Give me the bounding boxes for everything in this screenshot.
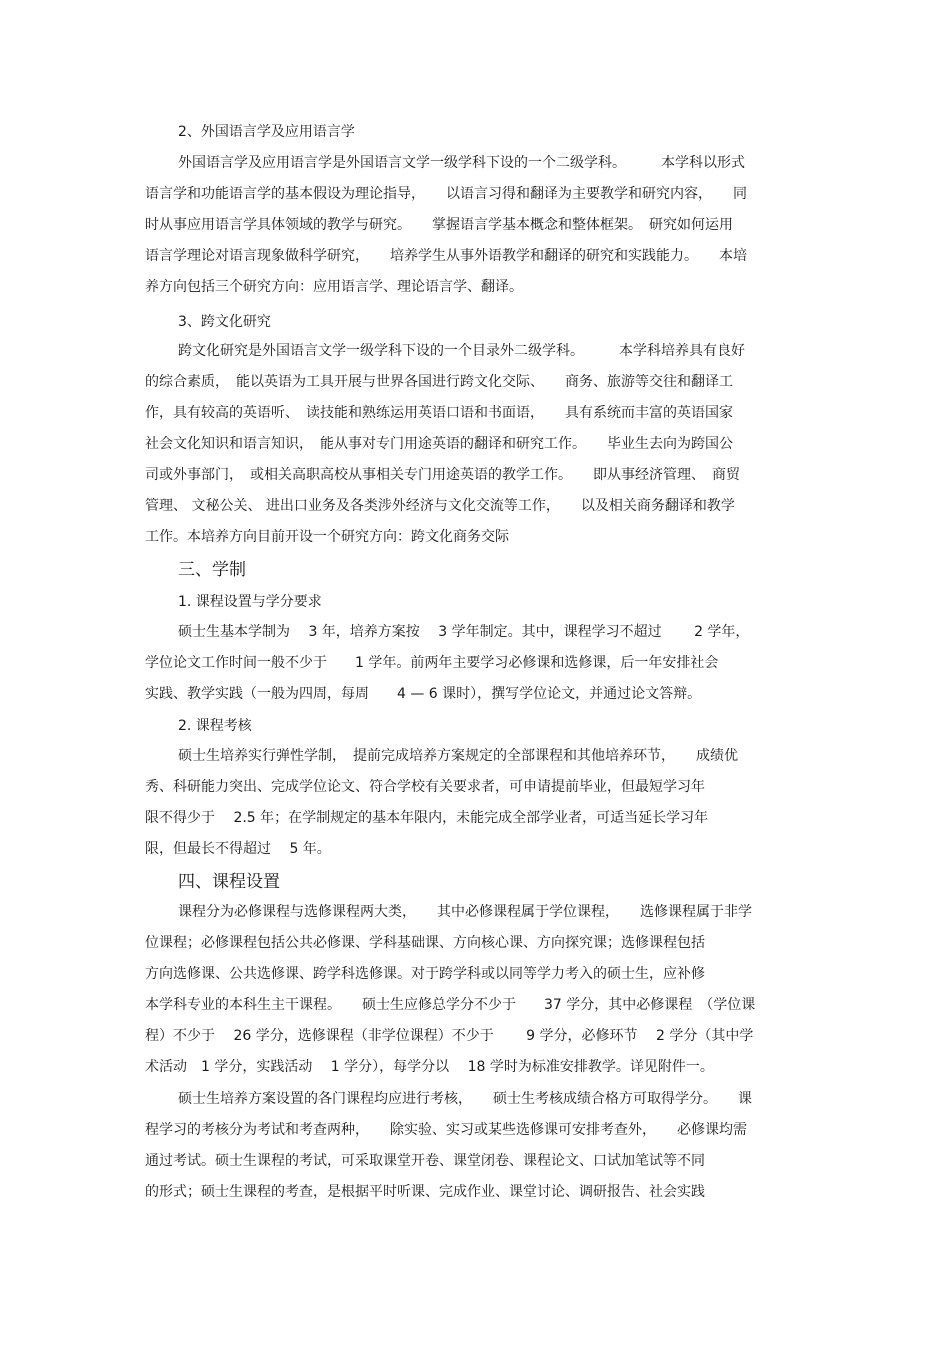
paragraph-line: 语言学理论对语言现象做科学研究， 培养学生从事外语教学和翻译的研究和实践能力。 本培	[145, 248, 747, 264]
paragraph-line: 跨文化研究是外国语言文学一级学科下设的一个目录外二级学科。 本学科培养具有良好	[178, 343, 745, 359]
paragraph-line: 作，具有较高的英语听、 读技能和熟练运用英语口语和书面语， 具有系统而丰富的英语国家	[145, 405, 733, 421]
paragraph-line: 本学科专业的本科生主干课程。 硕士生应修总学分不少于 37 学分，其中必修课程 （学位课	[145, 997, 756, 1013]
paragraph-line: 限不得少于 2.5 年；在学制规定的基本年限内，未能完成全部学业者，可适当延长学习年	[145, 810, 709, 826]
paragraph-line: 管理、 文秘公关、 进出口业务及各类涉外经济与文化交流等工作， 以及相关商务翻译和教学	[145, 498, 735, 514]
paragraph-line: 秀、科研能力突出、完成学位论文、符合学校有关要求者，可申请提前毕业，但最短学习年	[145, 779, 705, 795]
paragraph-line: 司或外事部门， 或相关高职高校从事相关专门用途英语的教学工作。 即从事经济管理、 商贸	[145, 467, 740, 483]
paragraph-line: 学位论文工作时间一般不少于 1 学年。前两年主要学习必修课和选修课，后一年安排社会	[145, 655, 719, 671]
paragraph-line: 课程分为必修课程与选修课程两大类， 其中必修课程属于学位课程， 选修课程属于非学	[178, 904, 752, 920]
subheading-assessment: 2. 课程考核	[178, 718, 252, 734]
paragraph-line: 时从事应用语言学具体领域的教学与研究。 掌握语言学基本概念和整体框架。 研究如何运用	[145, 217, 733, 233]
paragraph-line: 程）不少于 26 学分，选修课程（非学位课程）不少于 9 学分，必修环节 2 学分（其中学	[145, 1028, 754, 1044]
paragraph-line: 硕士生基本学制为 3 年，培养方案按 3 学年制定。其中，课程学习不超过 2 学年，	[178, 624, 750, 640]
paragraph-line: 养方向包括三个研究方向：应用语言学、理论语言学、翻译。	[145, 279, 523, 295]
paragraph-line: 限，但最长不得超过 5 年。	[145, 841, 331, 857]
paragraph-line: 的形式；硕士生课程的考查，是根据平时听课、完成作业、课堂讨论、调研报告、社会实践	[145, 1184, 705, 1200]
paragraph-line: 实践、教学实践（一般为四周，每周 4 — 6 课时），撰写学位论文，并通过论文答辩。	[145, 686, 702, 702]
subheading-credits: 1. 课程设置与学分要求	[178, 594, 322, 610]
paragraph-line: 语言学和功能语言学的基本假设为理论指导， 以语言习得和翻译为主要教学和研究内容， 同	[145, 186, 747, 202]
paragraph-line: 外国语言学及应用语言学是外国语言文学一级学科下设的一个二级学科。 本学科以形式	[178, 155, 745, 171]
paragraph-line: 通过考试。硕士生课程的考试，可采取课堂开卷、课堂闭卷、课程论文、口试加笔试等不同	[145, 1153, 705, 1169]
paragraph-line: 的综合素质， 能以英语为工具开展与世界各国进行跨文化交际、 商务、旅游等交往和翻译工	[145, 374, 733, 390]
paragraph-line: 程学习的考核分为考试和考查两种， 除实验、实习或某些选修课可安排考查外， 必修课均需	[145, 1122, 747, 1138]
paragraph-line: 方向选修课、公共选修课、跨学科选修课。对于跨学科或以同等学力考入的硕士生，应补修	[145, 966, 705, 982]
section-heading-courses: 四、课程设置	[178, 872, 280, 892]
paragraph-line: 位课程；必修课程包括公共必修课、学科基础课、方向核心课、方向探究课；选修课程包括	[145, 935, 705, 951]
subheading-cross-cultural: 3、跨文化研究	[178, 314, 271, 330]
subheading-foreign-linguistics: 2、外国语言学及应用语言学	[178, 124, 355, 140]
paragraph-line: 术活动 1 学分，实践活动 1 学分），每学分以 18 学时为标准安排教学。详见附件一。	[145, 1059, 714, 1075]
paragraph-line: 硕士生培养方案设置的各门课程均应进行考核， 硕士生考核成绩合格方可取得学分。 课	[178, 1091, 752, 1107]
paragraph-line: 工作。本培养方向目前开设一个研究方向：跨文化商务交际	[145, 529, 509, 545]
section-heading-duration: 三、学制	[178, 560, 246, 580]
paragraph-line: 社会文化知识和语言知识， 能从事对专门用途英语的翻译和研究工作。 毕业生去向为跨国公	[145, 436, 733, 452]
paragraph-line: 硕士生培养实行弹性学制， 提前完成培养方案规定的全部课程和其他培养环节， 成绩优	[178, 748, 738, 764]
